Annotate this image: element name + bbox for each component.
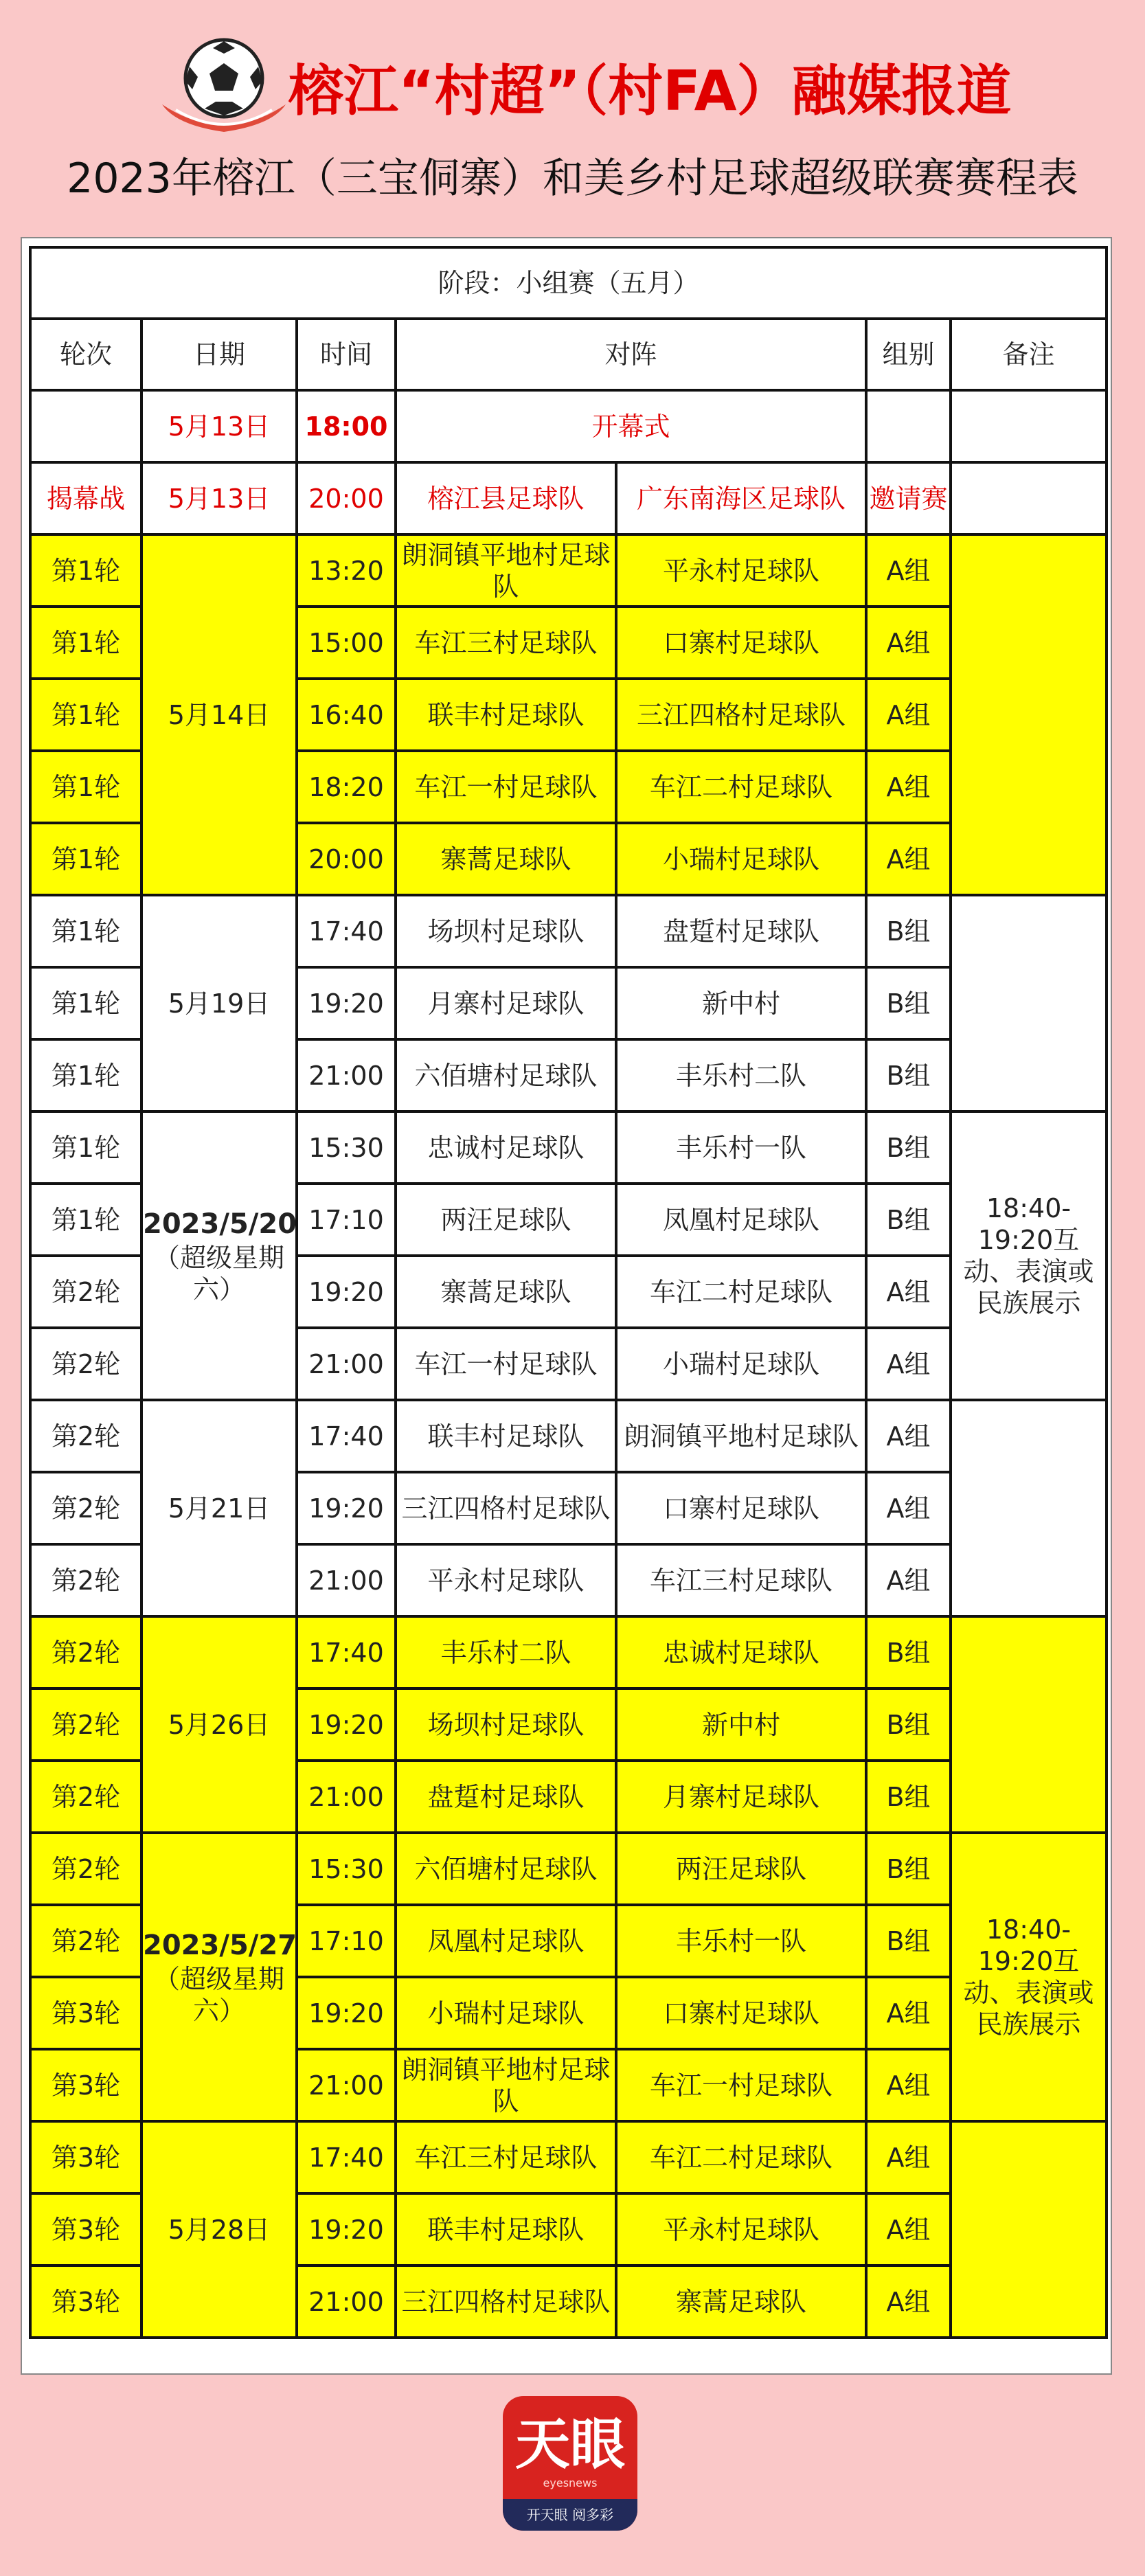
group-cell: A组 (866, 2121, 951, 2193)
time-cell: 20:00 (297, 823, 396, 895)
group-cell: B组 (866, 1833, 951, 1905)
time-cell: 16:40 (297, 679, 396, 751)
date-cell (141, 1833, 297, 2121)
group-cell: A组 (866, 1328, 951, 1400)
round-cell: 第2轮 (30, 1833, 141, 1905)
time-cell: 19:20 (297, 1472, 396, 1544)
date-cell: 5月13日 (141, 462, 297, 534)
round-cell: 第1轮 (30, 534, 141, 607)
group-cell: A组 (866, 823, 951, 895)
team-a-cell: 平永村足球队 (396, 1544, 616, 1616)
team-b-cell: 平永村足球队 (616, 534, 866, 607)
group-cell: B组 (866, 1616, 951, 1688)
team-a-cell: 凤凰村足球队 (396, 1905, 616, 1977)
team-b-cell: 口寨村足球队 (616, 1472, 866, 1544)
badge-sub-text: eyesnews (543, 2476, 598, 2489)
group-cell: A组 (866, 1256, 951, 1328)
time-cell: 15:30 (297, 1111, 396, 1184)
opening-ceremony-label: 开幕式 (396, 390, 866, 462)
time-cell: 21:00 (297, 2266, 396, 2338)
time-cell: 19:20 (297, 967, 396, 1039)
team-b-cell: 车江二村足球队 (616, 1256, 866, 1328)
round-cell: 第2轮 (30, 1400, 141, 1472)
curtain-match-row (30, 462, 1107, 534)
team-b-cell: 车江一村足球队 (616, 2049, 866, 2121)
match-row (30, 534, 1107, 607)
team-a-cell: 车江三村足球队 (396, 607, 616, 679)
time-cell: 18:20 (297, 751, 396, 823)
header-row (30, 319, 1107, 390)
time-cell: 17:40 (297, 1400, 396, 1472)
note-cell: 18:40-19:20互动、表演或民族展示 (951, 1833, 1107, 2121)
col-header-note: 备注 (951, 319, 1107, 390)
opening-ceremony-row (30, 390, 1107, 462)
team-b-cell: 小瑞村足球队 (616, 823, 866, 895)
team-a-cell: 车江三村足球队 (396, 2121, 616, 2193)
date-sub: （超级星期六） (153, 1964, 284, 2026)
time-cell: 19:20 (297, 1688, 396, 1761)
note-cell (951, 1400, 1107, 1616)
group-cell: A组 (866, 751, 951, 823)
match-row (30, 895, 1107, 967)
col-header-group: 组别 (866, 319, 951, 390)
date-cell: 5月14日 (141, 534, 297, 895)
date-cell (141, 1111, 297, 1400)
time-cell: 13:20 (297, 534, 396, 607)
time-cell: 21:00 (297, 2049, 396, 2121)
date-main: 2023/5/27 (143, 1930, 297, 1961)
team-b-cell: 新中村 (616, 967, 866, 1039)
time-cell: 17:10 (297, 1905, 396, 1977)
badge-main-text: 天眼 (515, 2413, 625, 2476)
team-b-cell: 广东南海区足球队 (616, 462, 866, 534)
page-header (0, 0, 1145, 240)
round-cell: 第2轮 (30, 1472, 141, 1544)
round-cell: 第1轮 (30, 1039, 141, 1111)
round-cell: 第2轮 (30, 1761, 141, 1833)
team-a-cell: 联丰村足球队 (396, 2193, 616, 2266)
team-a-cell: 小瑞村足球队 (396, 1977, 616, 2049)
team-b-cell: 口寨村足球队 (616, 1977, 866, 2049)
round-cell: 第1轮 (30, 967, 141, 1039)
round-cell: 第3轮 (30, 2193, 141, 2266)
schedule-table (29, 246, 1108, 2339)
team-b-cell: 新中村 (616, 1688, 866, 1761)
round-cell: 第1轮 (30, 751, 141, 823)
round-cell: 第3轮 (30, 1977, 141, 2049)
group-cell: 邀请赛 (866, 462, 951, 534)
team-a-cell: 寨蒿足球队 (396, 1256, 616, 1328)
team-b-cell: 三江四格村足球队 (616, 679, 866, 751)
team-b-cell: 丰乐村一队 (616, 1111, 866, 1184)
group-cell: B组 (866, 1905, 951, 1977)
round-cell: 第2轮 (30, 1544, 141, 1616)
round-cell: 第3轮 (30, 2266, 141, 2338)
note-cell (951, 1616, 1107, 1833)
group-cell: A组 (866, 2049, 951, 2121)
match-row (30, 1616, 1107, 1688)
time-cell: 17:10 (297, 1184, 396, 1256)
team-b-cell: 朗洞镇平地村足球队 (616, 1400, 866, 1472)
team-b-cell: 月寨村足球队 (616, 1761, 866, 1833)
badge-slogan: 开天眼 阅多彩 (503, 2499, 637, 2531)
col-header-time: 时间 (297, 319, 396, 390)
round-cell: 第2轮 (30, 1616, 141, 1688)
team-a-cell: 盘踅村足球队 (396, 1761, 616, 1833)
group-cell: B组 (866, 1111, 951, 1184)
team-a-cell: 车江一村足球队 (396, 1328, 616, 1400)
time-cell: 20:00 (297, 462, 396, 534)
team-b-cell: 口寨村足球队 (616, 607, 866, 679)
team-a-cell: 月寨村足球队 (396, 967, 616, 1039)
time-cell: 21:00 (297, 1039, 396, 1111)
round-cell: 第1轮 (30, 679, 141, 751)
group-cell: A组 (866, 2193, 951, 2266)
team-b-cell: 凤凰村足球队 (616, 1184, 866, 1256)
page-title: 榕江“村超”（村FA）融媒报道 (288, 59, 1012, 123)
team-b-cell: 盘踅村足球队 (616, 895, 866, 967)
match-row (30, 1111, 1107, 1184)
note-cell (951, 2121, 1107, 2338)
group-cell: A组 (866, 534, 951, 607)
date-cell: 5月13日 (141, 390, 297, 462)
round-cell: 第2轮 (30, 1256, 141, 1328)
time-cell: 17:40 (297, 2121, 396, 2193)
time-cell: 18:00 (297, 390, 396, 462)
time-cell: 19:20 (297, 2193, 396, 2266)
team-b-cell: 两汪足球队 (616, 1833, 866, 1905)
page-subtitle: 2023年榕江（三宝侗寨）和美乡村足球超级联赛赛程表 (67, 155, 1078, 203)
date-sub: （超级星期六） (153, 1243, 284, 1304)
match-row (30, 1833, 1107, 1905)
col-header-match: 对阵 (396, 319, 866, 390)
round-cell: 第1轮 (30, 1184, 141, 1256)
team-a-cell: 六佰塘村足球队 (396, 1039, 616, 1111)
round-cell: 第2轮 (30, 1905, 141, 1977)
time-cell: 17:40 (297, 1616, 396, 1688)
time-cell: 19:20 (297, 1256, 396, 1328)
group-cell: A组 (866, 679, 951, 751)
group-cell: B组 (866, 1184, 951, 1256)
group-cell: B组 (866, 1761, 951, 1833)
time-cell: 15:30 (297, 1833, 396, 1905)
team-a-cell: 丰乐村二队 (396, 1616, 616, 1688)
round-cell: 第2轮 (30, 1328, 141, 1400)
date-cell: 5月21日 (141, 1400, 297, 1616)
round-cell: 第1轮 (30, 607, 141, 679)
col-header-date: 日期 (141, 319, 297, 390)
group-cell: A组 (866, 1977, 951, 2049)
col-header-round: 轮次 (30, 319, 141, 390)
group-cell: A组 (866, 1472, 951, 1544)
note-cell (951, 895, 1107, 1111)
round-cell: 第2轮 (30, 1688, 141, 1761)
time-cell: 15:00 (297, 607, 396, 679)
team-a-cell: 朗洞镇平地村足球队 (396, 534, 616, 607)
round-cell (30, 390, 141, 462)
team-a-cell: 场坝村足球队 (396, 895, 616, 967)
group-cell: B组 (866, 1688, 951, 1761)
team-a-cell: 三江四格村足球队 (396, 1472, 616, 1544)
group-cell: A组 (866, 1400, 951, 1472)
team-a-cell: 忠诚村足球队 (396, 1111, 616, 1184)
round-cell: 第3轮 (30, 2049, 141, 2121)
team-b-cell: 小瑞村足球队 (616, 1328, 866, 1400)
round-cell: 第3轮 (30, 2121, 141, 2193)
group-cell: A组 (866, 1544, 951, 1616)
round-cell: 第1轮 (30, 895, 141, 967)
team-b-cell: 车江二村足球队 (616, 751, 866, 823)
time-cell: 17:40 (297, 895, 396, 967)
group-cell (866, 390, 951, 462)
team-a-cell: 三江四格村足球队 (396, 2266, 616, 2338)
team-a-cell: 车江一村足球队 (396, 751, 616, 823)
team-a-cell: 场坝村足球队 (396, 1688, 616, 1761)
team-b-cell: 平永村足球队 (616, 2193, 866, 2266)
team-a-cell: 朗洞镇平地村足球队 (396, 2049, 616, 2121)
time-cell: 21:00 (297, 1761, 396, 1833)
team-b-cell: 车江二村足球队 (616, 2121, 866, 2193)
note-cell: 18:40-19:20互动、表演或民族展示 (951, 1111, 1107, 1400)
date-cell: 5月26日 (141, 1616, 297, 1833)
date-cell: 5月28日 (141, 2121, 297, 2338)
time-cell: 19:20 (297, 1977, 396, 2049)
note-cell (951, 390, 1107, 462)
team-b-cell: 寨蒿足球队 (616, 2266, 866, 2338)
team-b-cell: 忠诚村足球队 (616, 1616, 866, 1688)
team-b-cell: 车江三村足球队 (616, 1544, 866, 1616)
match-row (30, 1400, 1107, 1472)
stage-label: 阶段：小组赛（五月） (30, 247, 1107, 319)
team-b-cell: 丰乐村二队 (616, 1039, 866, 1111)
note-cell (951, 534, 1107, 895)
soccer-ball-logo-icon (155, 36, 293, 139)
time-cell: 21:00 (297, 1328, 396, 1400)
round-cell: 第1轮 (30, 1111, 141, 1184)
team-a-cell: 两汪足球队 (396, 1184, 616, 1256)
group-cell: B组 (866, 1039, 951, 1111)
group-cell: B组 (866, 895, 951, 967)
app-logo-badge (503, 2396, 637, 2531)
round-cell: 第1轮 (30, 823, 141, 895)
date-cell: 5月19日 (141, 895, 297, 1111)
match-row (30, 2121, 1107, 2193)
round-cell: 揭幕战 (30, 462, 141, 534)
group-cell: B组 (866, 967, 951, 1039)
note-cell (951, 462, 1107, 534)
team-a-cell: 六佰塘村足球队 (396, 1833, 616, 1905)
group-cell: A组 (866, 607, 951, 679)
team-a-cell: 联丰村足球队 (396, 679, 616, 751)
team-a-cell: 寨蒿足球队 (396, 823, 616, 895)
team-b-cell: 丰乐村一队 (616, 1905, 866, 1977)
team-a-cell: 榕江县足球队 (396, 462, 616, 534)
time-cell: 21:00 (297, 1544, 396, 1616)
date-main: 2023/5/20 (143, 1208, 297, 1240)
group-cell: A组 (866, 2266, 951, 2338)
team-a-cell: 联丰村足球队 (396, 1400, 616, 1472)
